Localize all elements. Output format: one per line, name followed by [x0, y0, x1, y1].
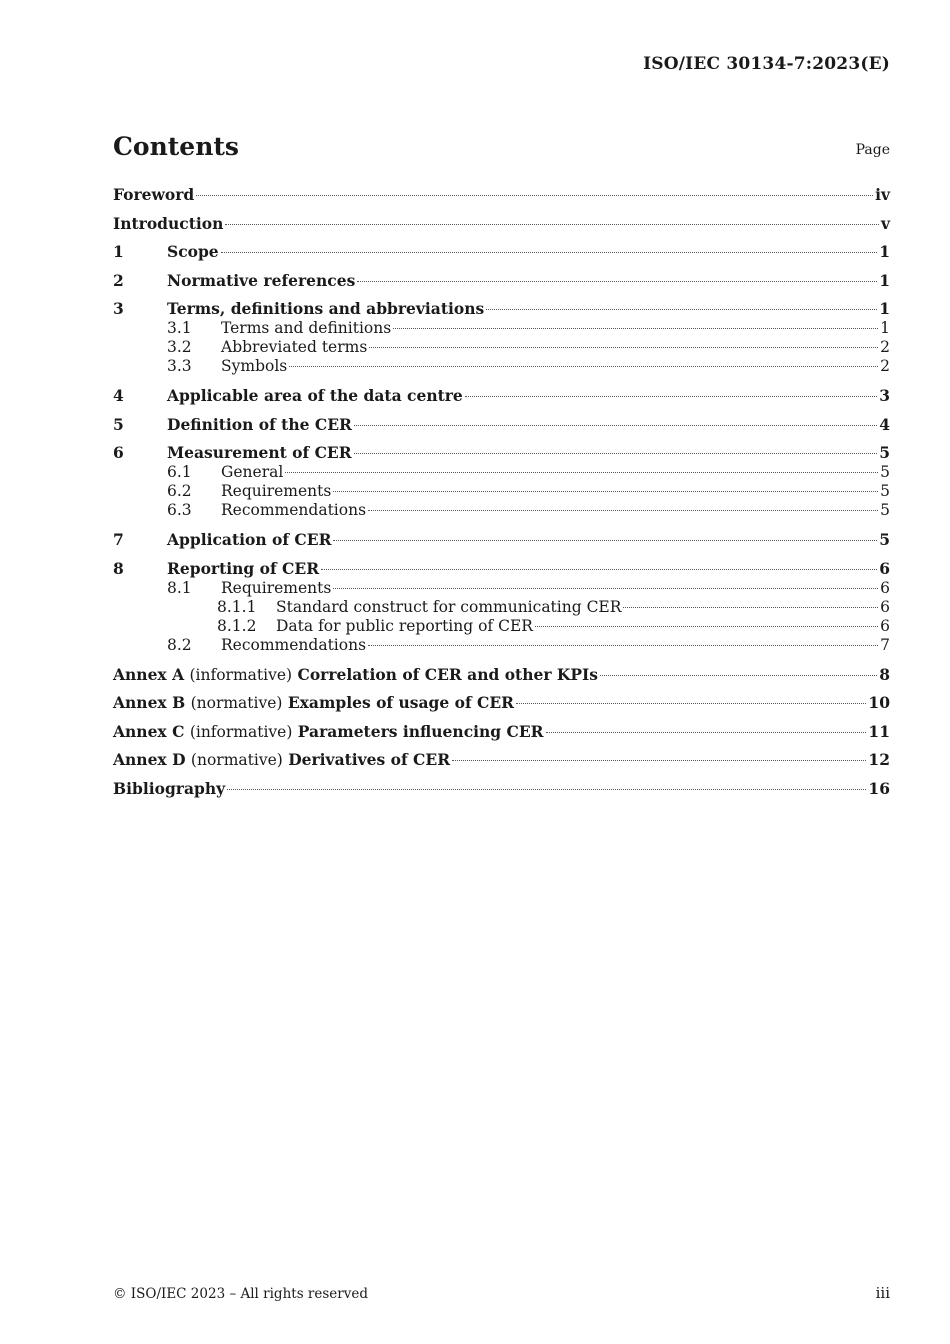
toc-entry-label: Reporting of CER	[167, 558, 320, 578]
toc-entry-label: Recommendations	[221, 501, 367, 520]
toc-entry-label: General	[221, 463, 284, 482]
toc-entry-page: 5	[880, 463, 890, 482]
table-of-contents	[113, 185, 890, 807]
annex-title: Correlation of CER and other KPIs	[297, 664, 599, 684]
toc-entry-annex-d[interactable]	[113, 750, 890, 779]
annex-label: Annex A	[113, 664, 185, 684]
toc-entry-3-3[interactable]	[113, 357, 890, 376]
dot-leader	[623, 607, 878, 608]
annex-label: Annex D	[113, 750, 186, 770]
dot-leader	[289, 366, 878, 367]
toc-entry-page: 4	[879, 414, 890, 434]
toc-entry-number: 3	[113, 299, 124, 318]
annex-type: (informative)	[189, 665, 293, 684]
toc-entry-label: Bibliography	[113, 778, 226, 798]
toc-entry-page: 3	[879, 386, 890, 406]
toc-entry-page: 1	[879, 242, 890, 261]
annex-title: Parameters influencing CER	[297, 721, 544, 741]
toc-entry-page: 1	[879, 299, 890, 318]
copyright-notice: © ISO/IEC 2023 – All rights reserved	[113, 1286, 368, 1302]
annex-heading	[113, 722, 544, 741]
dot-leader	[354, 453, 878, 454]
toc-entry-3-2[interactable]	[113, 338, 890, 357]
toc-entry-label: Definition of the CER	[167, 414, 352, 434]
annex-label: Annex B	[113, 693, 186, 713]
dot-leader	[368, 510, 878, 511]
annex-heading	[113, 750, 450, 769]
toc-entry-page: 16	[868, 778, 890, 798]
dot-leader	[333, 491, 878, 492]
toc-entry-8-1[interactable]	[113, 579, 890, 598]
dot-leader	[368, 645, 878, 646]
toc-entry-page: 11	[868, 721, 890, 741]
toc-entry-3-1[interactable]	[113, 319, 890, 338]
dot-leader	[546, 732, 867, 733]
toc-entry-3[interactable]	[113, 299, 890, 319]
toc-entry-page: 2	[880, 338, 890, 357]
toc-entry-page: 1	[879, 270, 890, 290]
dot-leader	[465, 396, 877, 397]
toc-entry-page: 5	[880, 482, 890, 501]
toc-entry-introduction[interactable]	[113, 214, 890, 243]
toc-entry-page: 6	[879, 558, 890, 578]
document-id-header: ISO/IEC 30134-7:2023(E)	[643, 54, 890, 74]
page-number: iii	[875, 1284, 890, 1302]
dot-leader	[393, 328, 878, 329]
annex-title: Examples of usage of CER	[287, 693, 515, 713]
toc-entry-number: 8.1.2	[217, 617, 257, 635]
toc-entry-number: 3.2	[167, 338, 192, 357]
dot-leader	[333, 540, 877, 541]
toc-entry-label: Standard construct for communicating CER	[276, 597, 622, 616]
dot-leader	[600, 675, 877, 676]
annex-label: Annex C	[113, 721, 185, 741]
annex-type: (normative)	[190, 694, 283, 713]
dot-leader	[333, 588, 878, 589]
toc-entry-2[interactable]	[113, 271, 890, 300]
toc-entry-label: Requirements	[221, 482, 332, 501]
toc-entry-number: 8	[113, 558, 124, 578]
dot-leader	[452, 760, 866, 761]
toc-entry-label: Data for public reporting of CER	[276, 617, 533, 635]
toc-entry-number: 6.2	[167, 482, 192, 501]
toc-entry-number: 8.1.1	[217, 597, 257, 616]
toc-entry-page: 6	[880, 578, 890, 597]
toc-entry-number: 6.3	[167, 501, 192, 520]
page-column-label: Page	[855, 142, 890, 158]
toc-entry-annex-c[interactable]	[113, 722, 890, 751]
dot-leader	[221, 252, 878, 253]
toc-entry-number: 8.1	[167, 578, 192, 597]
dot-leader	[196, 195, 873, 196]
toc-entry-label: Introduction	[113, 213, 224, 233]
toc-entry-8-2[interactable]	[113, 636, 890, 655]
annex-title: Derivatives of CER	[288, 750, 451, 770]
toc-entry-6-2[interactable]	[113, 482, 890, 501]
toc-entry-1[interactable]	[113, 242, 890, 271]
toc-entry-8-1-2[interactable]	[113, 617, 890, 636]
annex-heading	[113, 665, 598, 684]
toc-entry-8[interactable]	[113, 559, 890, 579]
dot-leader	[354, 425, 877, 426]
toc-entry-label: Normative references	[167, 270, 356, 290]
toc-entry-page: 10	[868, 693, 890, 713]
toc-entry-annex-a[interactable]	[113, 665, 890, 694]
toc-entry-number: 6	[113, 443, 124, 463]
toc-entry-page: 6	[880, 617, 890, 635]
toc-entry-page: 2	[880, 357, 890, 376]
toc-entry-8-1-1[interactable]	[113, 598, 890, 617]
toc-entry-label: Scope	[167, 242, 219, 261]
toc-entry-number: 4	[113, 386, 124, 406]
toc-entry-number: 2	[113, 270, 124, 290]
toc-entry-6[interactable]	[113, 443, 890, 463]
dot-leader	[535, 626, 878, 627]
toc-entry-label: Recommendations	[221, 636, 367, 655]
toc-entry-page: 5	[879, 530, 890, 550]
annex-type: (normative)	[190, 751, 283, 770]
toc-entry-4[interactable]	[113, 386, 890, 415]
dot-leader	[225, 224, 879, 225]
toc-entry-6-3[interactable]	[113, 501, 890, 520]
toc-entry-number: 1	[113, 242, 124, 261]
annex-heading	[113, 693, 514, 712]
toc-entry-page: v	[880, 213, 890, 233]
toc-entry-number: 8.2	[167, 636, 192, 655]
dot-leader	[285, 472, 878, 473]
toc-entry-label: Symbols	[221, 357, 288, 376]
toc-entry-number: 5	[113, 414, 124, 434]
toc-entry-label: Requirements	[221, 578, 332, 597]
toc-entry-label: Foreword	[113, 185, 195, 204]
toc-entry-number: 7	[113, 530, 124, 550]
toc-entry-page: 6	[880, 597, 890, 616]
toc-entry-5[interactable]	[113, 415, 890, 444]
toc-entry-page: 5	[880, 501, 890, 520]
dot-leader	[321, 569, 877, 570]
toc-entry-page: 5	[879, 443, 890, 463]
toc-entry-label: Terms, definitions and abbreviations	[167, 299, 485, 318]
dot-leader	[516, 703, 866, 704]
toc-entry-page: 1	[880, 319, 890, 337]
toc-entry-number: 6.1	[167, 463, 192, 482]
toc-entry-label: Measurement of CER	[167, 443, 352, 463]
toc-entry-label: Abbreviated terms	[221, 338, 368, 357]
dot-leader	[227, 789, 866, 790]
dot-leader	[357, 281, 877, 282]
toc-entry-annex-b[interactable]	[113, 693, 890, 722]
toc-entry-page: iv	[875, 185, 890, 204]
toc-entry-bibliography[interactable]	[113, 779, 890, 808]
dot-leader	[486, 309, 877, 310]
toc-entry-6-1[interactable]	[113, 463, 890, 482]
toc-entry-label: Applicable area of the data centre	[167, 386, 463, 406]
toc-entry-foreword[interactable]	[113, 185, 890, 214]
toc-entry-7[interactable]	[113, 530, 890, 559]
dot-leader	[369, 347, 878, 348]
toc-entry-number: 3.1	[167, 319, 192, 337]
toc-entry-page: 12	[868, 750, 890, 770]
contents-title-row	[113, 132, 890, 164]
contents-title: Contents	[113, 132, 240, 161]
annex-type: (informative)	[189, 722, 293, 741]
toc-entry-label: Application of CER	[167, 530, 332, 550]
toc-entry-number: 3.3	[167, 357, 192, 376]
toc-entry-label: Terms and definitions	[221, 319, 392, 337]
toc-entry-page: 7	[880, 636, 890, 655]
toc-entry-page: 8	[879, 664, 890, 684]
